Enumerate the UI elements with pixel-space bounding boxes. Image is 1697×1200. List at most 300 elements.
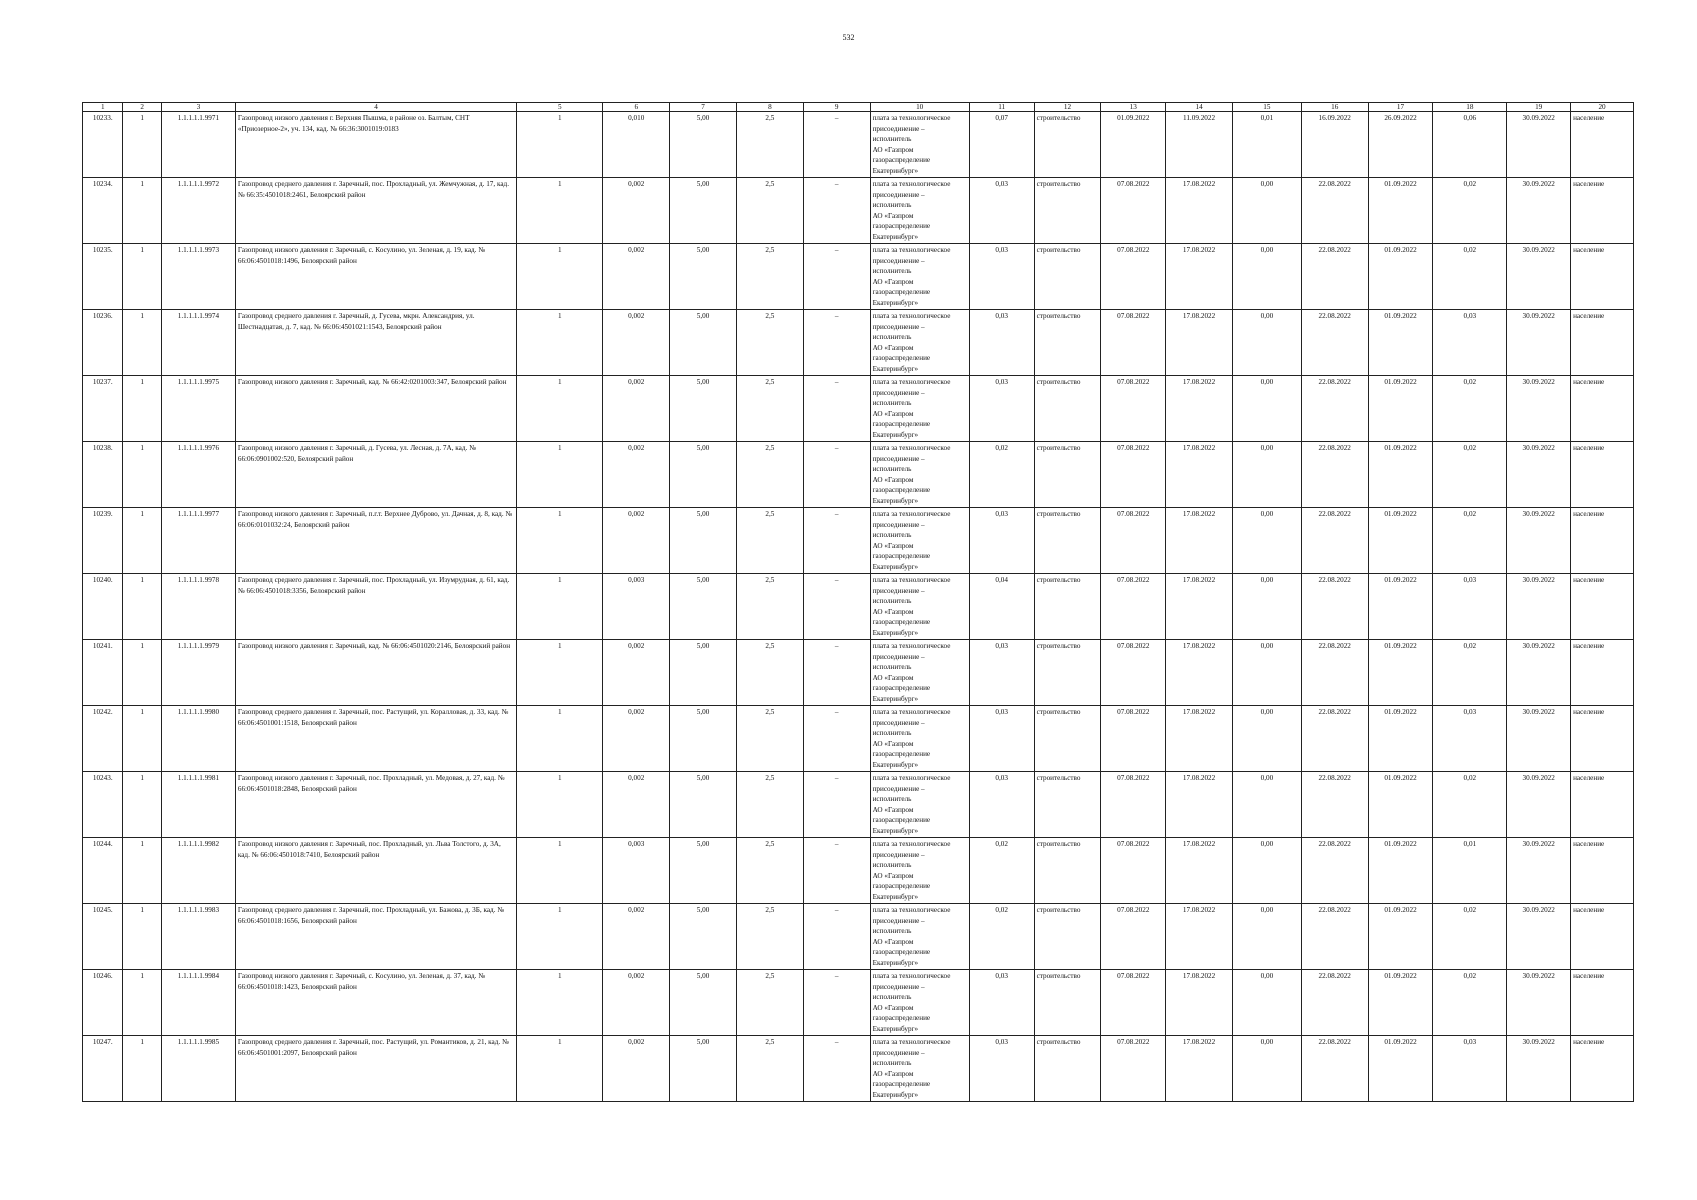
cell-unit-count: 1: [123, 838, 161, 904]
cell-value-7: 5,00: [670, 640, 737, 706]
cell-date-16: 22.08.2022: [1301, 904, 1368, 970]
cell-date-17: 01.09.2022: [1368, 640, 1433, 706]
cell-cost: 0,02: [969, 442, 1034, 508]
cell-row-number: 10238.: [83, 442, 123, 508]
cell-object-description: Газопровод низкого давления г. Верхняя Пышма, в районе оз. Балтым, СНТ «Приозерное-2», уч. 134, кад. № 66:36:3001019:0183: [235, 112, 516, 178]
column-header-9: 9: [803, 103, 870, 112]
cell-value-8: 2,5: [736, 838, 803, 904]
cell-value-15: 0,00: [1232, 1036, 1301, 1102]
cell-date-19: 30.09.2022: [1507, 442, 1571, 508]
cell-value-15: 0,00: [1232, 244, 1301, 310]
cell-value-8: 2,5: [736, 772, 803, 838]
cell-cost: 0,03: [969, 640, 1034, 706]
cell-date-19: 30.09.2022: [1507, 508, 1571, 574]
cell-quantity: 1: [517, 112, 603, 178]
cell-project-code: 1.1.1.1.1.9978: [161, 574, 235, 640]
cell-cost: 0,02: [969, 904, 1034, 970]
table-row: [83, 574, 1634, 640]
cell-row-number: 10236.: [83, 310, 123, 376]
cell-cost: 0,03: [969, 772, 1034, 838]
cell-value-9: –: [803, 640, 870, 706]
cell-row-number: 10247.: [83, 1036, 123, 1102]
cell-quantity: 1: [517, 838, 603, 904]
cell-object-description: Газопровод низкого давления г. Заречный, с. Косулино, ул. Зеленая, д. 19, кад. № 66:06:4501018:1496, Белоярский район: [235, 244, 516, 310]
cell-cost: 0,03: [969, 244, 1034, 310]
cell-project-code: 1.1.1.1.1.9984: [161, 970, 235, 1036]
cell-date-16: 16.09.2022: [1301, 112, 1368, 178]
cell-work-type: строительство: [1034, 706, 1101, 772]
cell-end-date: 17.08.2022: [1166, 706, 1233, 772]
cell-consumer-category: население: [1571, 178, 1634, 244]
table-row: [83, 244, 1634, 310]
cell-date-17: 01.09.2022: [1368, 574, 1433, 640]
cell-date-17: 01.09.2022: [1368, 706, 1433, 772]
cell-value-9: –: [803, 244, 870, 310]
cell-value-15: 0,00: [1232, 508, 1301, 574]
data-table: [82, 102, 1634, 1102]
cell-date-16: 22.08.2022: [1301, 442, 1368, 508]
cell-work-type: строительство: [1034, 310, 1101, 376]
cell-end-date: 17.08.2022: [1166, 178, 1233, 244]
cell-value-18: 0,03: [1433, 1036, 1507, 1102]
cell-value-18: 0,02: [1433, 772, 1507, 838]
cell-value-15: 0,00: [1232, 904, 1301, 970]
cell-date-19: 30.09.2022: [1507, 772, 1571, 838]
table-row: [83, 904, 1634, 970]
cell-project-code: 1.1.1.1.1.9980: [161, 706, 235, 772]
cell-end-date: 17.08.2022: [1166, 442, 1233, 508]
cell-consumer-category: население: [1571, 574, 1634, 640]
cell-value-7: 5,00: [670, 1036, 737, 1102]
cell-consumer-category: население: [1571, 706, 1634, 772]
table-row: [83, 112, 1634, 178]
cell-start-date: 07.08.2022: [1101, 376, 1166, 442]
cell-unit-count: 1: [123, 640, 161, 706]
cell-project-code: 1.1.1.1.1.9973: [161, 244, 235, 310]
cell-work-type: строительство: [1034, 244, 1101, 310]
cell-date-17: 01.09.2022: [1368, 310, 1433, 376]
column-header-4: 4: [235, 103, 516, 112]
cell-consumer-category: население: [1571, 442, 1634, 508]
cell-value-7: 5,00: [670, 970, 737, 1036]
cell-row-number: 10233.: [83, 112, 123, 178]
cell-financing-source: плата за технологическое присоединение – исполнитель АО «Газпром газораспределение Екатеринбург»: [870, 574, 969, 640]
cell-financing-source: плата за технологическое присоединение – исполнитель АО «Газпром газораспределение Екатеринбург»: [870, 442, 969, 508]
cell-row-number: 10246.: [83, 970, 123, 1036]
cell-capacity: 0,002: [603, 904, 670, 970]
cell-financing-source: плата за технологическое присоединение – исполнитель АО «Газпром газораспределение Екатеринбург»: [870, 376, 969, 442]
cell-consumer-category: население: [1571, 310, 1634, 376]
cell-unit-count: 1: [123, 508, 161, 574]
cell-row-number: 10235.: [83, 244, 123, 310]
cell-date-16: 22.08.2022: [1301, 970, 1368, 1036]
cell-date-16: 22.08.2022: [1301, 706, 1368, 772]
cell-start-date: 07.08.2022: [1101, 640, 1166, 706]
cell-value-9: –: [803, 376, 870, 442]
cell-financing-source: плата за технологическое присоединение – исполнитель АО «Газпром газораспределение Екатеринбург»: [870, 1036, 969, 1102]
cell-value-18: 0,02: [1433, 178, 1507, 244]
cell-date-16: 22.08.2022: [1301, 640, 1368, 706]
cell-date-19: 30.09.2022: [1507, 376, 1571, 442]
cell-end-date: 17.08.2022: [1166, 376, 1233, 442]
column-header-18: 18: [1433, 103, 1507, 112]
cell-date-16: 22.08.2022: [1301, 574, 1368, 640]
cell-object-description: Газопровод низкого давления г. Заречный, п.г.т. Верхнее Дуброво, ул. Дачная, д. 8, кад. № 66:06:0101032:24, Белоярский район: [235, 508, 516, 574]
cell-end-date: 17.08.2022: [1166, 244, 1233, 310]
cell-work-type: строительство: [1034, 970, 1101, 1036]
cell-start-date: 07.08.2022: [1101, 706, 1166, 772]
cell-object-description: Газопровод низкого давления г. Заречный, кад. № 66:42:0201003:347, Белоярский район: [235, 376, 516, 442]
cell-value-9: –: [803, 442, 870, 508]
cell-object-description: Газопровод низкого давления г. Заречный, кад. № 66:06:4501020:2146, Белоярский район: [235, 640, 516, 706]
cell-quantity: 1: [517, 310, 603, 376]
cell-value-15: 0,00: [1232, 442, 1301, 508]
cell-quantity: 1: [517, 178, 603, 244]
cell-value-8: 2,5: [736, 1036, 803, 1102]
cell-date-16: 22.08.2022: [1301, 244, 1368, 310]
cell-consumer-category: население: [1571, 640, 1634, 706]
cell-value-18: 0,02: [1433, 640, 1507, 706]
cell-date-17: 01.09.2022: [1368, 178, 1433, 244]
cell-object-description: Газопровод среднего давления г. Заречный, пос. Прохладный, ул. Бажова, д. 3Б, кад. № 66:06:4501018:1656, Белоярский район: [235, 904, 516, 970]
cell-date-17: 01.09.2022: [1368, 1036, 1433, 1102]
cell-start-date: 01.09.2022: [1101, 112, 1166, 178]
cell-unit-count: 1: [123, 178, 161, 244]
cell-date-16: 22.08.2022: [1301, 1036, 1368, 1102]
cell-financing-source: плата за технологическое присоединение – исполнитель АО «Газпром газораспределение Екатеринбург»: [870, 772, 969, 838]
table-row: [83, 838, 1634, 904]
cell-consumer-category: население: [1571, 508, 1634, 574]
cell-capacity: 0,002: [603, 1036, 670, 1102]
cell-quantity: 1: [517, 442, 603, 508]
cell-cost: 0,03: [969, 970, 1034, 1036]
cell-value-7: 5,00: [670, 574, 737, 640]
cell-project-code: 1.1.1.1.1.9981: [161, 772, 235, 838]
column-header-13: 13: [1101, 103, 1166, 112]
column-header-2: 2: [123, 103, 161, 112]
cell-date-19: 30.09.2022: [1507, 904, 1571, 970]
cell-value-8: 2,5: [736, 508, 803, 574]
cell-value-9: –: [803, 310, 870, 376]
cell-cost: 0,03: [969, 1036, 1034, 1102]
cell-project-code: 1.1.1.1.1.9974: [161, 310, 235, 376]
cell-quantity: 1: [517, 970, 603, 1036]
cell-project-code: 1.1.1.1.1.9985: [161, 1036, 235, 1102]
cell-value-18: 0,03: [1433, 706, 1507, 772]
cell-value-9: –: [803, 970, 870, 1036]
cell-consumer-category: население: [1571, 376, 1634, 442]
cell-unit-count: 1: [123, 970, 161, 1036]
cell-work-type: строительство: [1034, 1036, 1101, 1102]
cell-work-type: строительство: [1034, 640, 1101, 706]
cell-capacity: 0,003: [603, 838, 670, 904]
cell-value-7: 5,00: [670, 376, 737, 442]
cell-project-code: 1.1.1.1.1.9972: [161, 178, 235, 244]
cell-capacity: 0,002: [603, 178, 670, 244]
table-row: [83, 442, 1634, 508]
cell-capacity: 0,010: [603, 112, 670, 178]
cell-quantity: 1: [517, 244, 603, 310]
cell-object-description: Газопровод низкого давления г. Заречный, с. Косулино, ул. Зеленая, д. 37, кад. № 66:06:4501018:1423, Белоярский район: [235, 970, 516, 1036]
cell-consumer-category: население: [1571, 838, 1634, 904]
cell-capacity: 0,002: [603, 310, 670, 376]
cell-unit-count: 1: [123, 442, 161, 508]
column-header-5: 5: [517, 103, 603, 112]
cell-date-19: 30.09.2022: [1507, 706, 1571, 772]
cell-end-date: 17.08.2022: [1166, 772, 1233, 838]
cell-consumer-category: население: [1571, 1036, 1634, 1102]
cell-start-date: 07.08.2022: [1101, 244, 1166, 310]
cell-value-7: 5,00: [670, 706, 737, 772]
cell-work-type: строительство: [1034, 376, 1101, 442]
cell-unit-count: 1: [123, 310, 161, 376]
cell-consumer-category: население: [1571, 772, 1634, 838]
cell-end-date: 17.08.2022: [1166, 640, 1233, 706]
cell-row-number: 10245.: [83, 904, 123, 970]
cell-project-code: 1.1.1.1.1.9979: [161, 640, 235, 706]
cell-end-date: 17.08.2022: [1166, 508, 1233, 574]
cell-value-15: 0,00: [1232, 376, 1301, 442]
cell-date-16: 22.08.2022: [1301, 310, 1368, 376]
cell-value-18: 0,02: [1433, 376, 1507, 442]
column-header-8: 8: [736, 103, 803, 112]
cell-quantity: 1: [517, 1036, 603, 1102]
cell-end-date: 17.08.2022: [1166, 904, 1233, 970]
cell-cost: 0,03: [969, 706, 1034, 772]
cell-work-type: строительство: [1034, 112, 1101, 178]
cell-value-15: 0,01: [1232, 112, 1301, 178]
column-header-11: 11: [969, 103, 1034, 112]
cell-end-date: 17.08.2022: [1166, 310, 1233, 376]
cell-value-15: 0,00: [1232, 574, 1301, 640]
cell-work-type: строительство: [1034, 508, 1101, 574]
cell-object-description: Газопровод среднего давления г. Заречный, пос. Растущий, ул. Коралловая, д. 33, кад. № 66:06:4501001:1518, Белоярский район: [235, 706, 516, 772]
cell-object-description: Газопровод низкого давления г. Заречный, д. Гусева, ул. Лесная, д. 7А, кад. № 66:06:0901002:520, Белоярский район: [235, 442, 516, 508]
cell-value-8: 2,5: [736, 376, 803, 442]
column-header-15: 15: [1232, 103, 1301, 112]
cell-value-7: 5,00: [670, 310, 737, 376]
cell-financing-source: плата за технологическое присоединение – исполнитель АО «Газпром газораспределение Екатеринбург»: [870, 178, 969, 244]
cell-cost: 0,03: [969, 376, 1034, 442]
cell-row-number: 10237.: [83, 376, 123, 442]
cell-value-9: –: [803, 112, 870, 178]
cell-date-17: 01.09.2022: [1368, 838, 1433, 904]
table-body: [83, 112, 1634, 1102]
cell-cost: 0,07: [969, 112, 1034, 178]
cell-date-19: 30.09.2022: [1507, 244, 1571, 310]
cell-financing-source: плата за технологическое присоединение – исполнитель АО «Газпром газораспределение Екатеринбург»: [870, 310, 969, 376]
cell-row-number: 10234.: [83, 178, 123, 244]
table-row: [83, 772, 1634, 838]
cell-date-17: 01.09.2022: [1368, 970, 1433, 1036]
cell-unit-count: 1: [123, 112, 161, 178]
cell-value-8: 2,5: [736, 244, 803, 310]
cell-consumer-category: население: [1571, 904, 1634, 970]
cell-value-7: 5,00: [670, 442, 737, 508]
cell-end-date: 17.08.2022: [1166, 970, 1233, 1036]
cell-start-date: 07.08.2022: [1101, 310, 1166, 376]
table-row: [83, 178, 1634, 244]
cell-value-9: –: [803, 838, 870, 904]
cell-unit-count: 1: [123, 376, 161, 442]
cell-value-7: 5,00: [670, 112, 737, 178]
cell-value-8: 2,5: [736, 574, 803, 640]
cell-consumer-category: население: [1571, 244, 1634, 310]
cell-row-number: 10242.: [83, 706, 123, 772]
cell-unit-count: 1: [123, 244, 161, 310]
column-number-header-row: [83, 103, 1634, 112]
cell-financing-source: плата за технологическое присоединение – исполнитель АО «Газпром газораспределение Екатеринбург»: [870, 970, 969, 1036]
cell-object-description: Газопровод среднего давления г. Заречный, пос. Растущий, ул. Романтиков, д. 21, кад. № 66:06:4501001:2097, Белоярский район: [235, 1036, 516, 1102]
cell-capacity: 0,002: [603, 640, 670, 706]
cell-row-number: 10240.: [83, 574, 123, 640]
cell-object-description: Газопровод среднего давления г. Заречный, д. Гусева, мкрн. Александрия, ул. Шестнадцатая, д. 7, кад. № 66:06:4501021:1543, Белоярский район: [235, 310, 516, 376]
cell-end-date: 17.08.2022: [1166, 574, 1233, 640]
cell-date-17: 26.09.2022: [1368, 112, 1433, 178]
cell-value-15: 0,00: [1232, 772, 1301, 838]
cell-capacity: 0,002: [603, 376, 670, 442]
cell-value-7: 5,00: [670, 508, 737, 574]
cell-cost: 0,03: [969, 178, 1034, 244]
cell-financing-source: плата за технологическое присоединение – исполнитель АО «Газпром газораспределение Екатеринбург»: [870, 706, 969, 772]
cell-end-date: 11.09.2022: [1166, 112, 1233, 178]
table-row: [83, 508, 1634, 574]
cell-date-17: 01.09.2022: [1368, 442, 1433, 508]
cell-value-9: –: [803, 178, 870, 244]
table-row: [83, 1036, 1634, 1102]
table-row: [83, 310, 1634, 376]
cell-date-16: 22.08.2022: [1301, 376, 1368, 442]
cell-start-date: 07.08.2022: [1101, 442, 1166, 508]
cell-cost: 0,02: [969, 838, 1034, 904]
page-number: 532: [842, 33, 855, 42]
cell-value-8: 2,5: [736, 442, 803, 508]
cell-capacity: 0,002: [603, 772, 670, 838]
cell-start-date: 07.08.2022: [1101, 904, 1166, 970]
cell-value-9: –: [803, 706, 870, 772]
cell-value-9: –: [803, 1036, 870, 1102]
cell-date-16: 22.08.2022: [1301, 178, 1368, 244]
cell-value-18: 0,01: [1433, 838, 1507, 904]
cell-unit-count: 1: [123, 1036, 161, 1102]
data-table-container: [82, 102, 1634, 1102]
cell-value-7: 5,00: [670, 838, 737, 904]
column-header-17: 17: [1368, 103, 1433, 112]
column-header-19: 19: [1507, 103, 1571, 112]
cell-value-18: 0,02: [1433, 970, 1507, 1036]
cell-value-15: 0,00: [1232, 970, 1301, 1036]
cell-quantity: 1: [517, 508, 603, 574]
cell-value-9: –: [803, 574, 870, 640]
cell-start-date: 07.08.2022: [1101, 574, 1166, 640]
cell-start-date: 07.08.2022: [1101, 838, 1166, 904]
cell-quantity: 1: [517, 706, 603, 772]
cell-value-7: 5,00: [670, 772, 737, 838]
cell-value-15: 0,00: [1232, 178, 1301, 244]
cell-project-code: 1.1.1.1.1.9982: [161, 838, 235, 904]
table-row: [83, 376, 1634, 442]
cell-quantity: 1: [517, 904, 603, 970]
cell-date-16: 22.08.2022: [1301, 508, 1368, 574]
cell-quantity: 1: [517, 376, 603, 442]
cell-value-15: 0,00: [1232, 706, 1301, 772]
cell-object-description: Газопровод низкого давления г. Заречный, пос. Прохладный, ул. Льва Толстого, д. 3А, кад. № 66:06:4501018:7410, Белоярский район: [235, 838, 516, 904]
cell-value-18: 0,06: [1433, 112, 1507, 178]
cell-row-number: 10244.: [83, 838, 123, 904]
cell-value-9: –: [803, 904, 870, 970]
cell-date-19: 30.09.2022: [1507, 970, 1571, 1036]
column-header-14: 14: [1166, 103, 1233, 112]
cell-date-17: 01.09.2022: [1368, 904, 1433, 970]
cell-start-date: 07.08.2022: [1101, 970, 1166, 1036]
cell-quantity: 1: [517, 640, 603, 706]
cell-unit-count: 1: [123, 772, 161, 838]
cell-capacity: 0,003: [603, 574, 670, 640]
cell-value-15: 0,00: [1232, 640, 1301, 706]
cell-financing-source: плата за технологическое присоединение – исполнитель АО «Газпром газораспределение Екатеринбург»: [870, 508, 969, 574]
cell-cost: 0,03: [969, 508, 1034, 574]
cell-value-9: –: [803, 772, 870, 838]
cell-consumer-category: население: [1571, 970, 1634, 1036]
cell-date-16: 22.08.2022: [1301, 838, 1368, 904]
cell-capacity: 0,002: [603, 970, 670, 1036]
cell-row-number: 10241.: [83, 640, 123, 706]
cell-work-type: строительство: [1034, 904, 1101, 970]
cell-date-17: 01.09.2022: [1368, 508, 1433, 574]
cell-unit-count: 1: [123, 706, 161, 772]
cell-work-type: строительство: [1034, 178, 1101, 244]
cell-project-code: 1.1.1.1.1.9976: [161, 442, 235, 508]
cell-value-7: 5,00: [670, 178, 737, 244]
cell-date-19: 30.09.2022: [1507, 112, 1571, 178]
cell-work-type: строительство: [1034, 442, 1101, 508]
cell-value-18: 0,03: [1433, 574, 1507, 640]
column-header-3: 3: [161, 103, 235, 112]
cell-value-8: 2,5: [736, 178, 803, 244]
cell-value-8: 2,5: [736, 706, 803, 772]
cell-capacity: 0,002: [603, 508, 670, 574]
cell-date-19: 30.09.2022: [1507, 310, 1571, 376]
cell-date-19: 30.09.2022: [1507, 838, 1571, 904]
cell-project-code: 1.1.1.1.1.9971: [161, 112, 235, 178]
cell-value-8: 2,5: [736, 904, 803, 970]
cell-start-date: 07.08.2022: [1101, 1036, 1166, 1102]
cell-project-code: 1.1.1.1.1.9977: [161, 508, 235, 574]
cell-end-date: 17.08.2022: [1166, 838, 1233, 904]
table-row: [83, 640, 1634, 706]
cell-work-type: строительство: [1034, 574, 1101, 640]
column-header-12: 12: [1034, 103, 1101, 112]
cell-date-19: 30.09.2022: [1507, 1036, 1571, 1102]
cell-consumer-category: население: [1571, 112, 1634, 178]
cell-quantity: 1: [517, 772, 603, 838]
cell-unit-count: 1: [123, 904, 161, 970]
cell-value-9: –: [803, 508, 870, 574]
cell-quantity: 1: [517, 574, 603, 640]
cell-financing-source: плата за технологическое присоединение – исполнитель АО «Газпром газораспределение Екатеринбург»: [870, 640, 969, 706]
cell-project-code: 1.1.1.1.1.9975: [161, 376, 235, 442]
column-header-6: 6: [603, 103, 670, 112]
cell-object-description: Газопровод низкого давления г. Заречный, пос. Прохладный, ул. Медовая, д. 27, кад. № 66:06:4501018:2848, Белоярский район: [235, 772, 516, 838]
cell-financing-source: плата за технологическое присоединение – исполнитель АО «Газпром газораспределение Екатеринбург»: [870, 244, 969, 310]
cell-date-19: 30.09.2022: [1507, 178, 1571, 244]
cell-value-8: 2,5: [736, 970, 803, 1036]
column-header-7: 7: [670, 103, 737, 112]
cell-start-date: 07.08.2022: [1101, 508, 1166, 574]
cell-value-18: 0,03: [1433, 310, 1507, 376]
cell-date-17: 01.09.2022: [1368, 244, 1433, 310]
column-header-20: 20: [1571, 103, 1634, 112]
